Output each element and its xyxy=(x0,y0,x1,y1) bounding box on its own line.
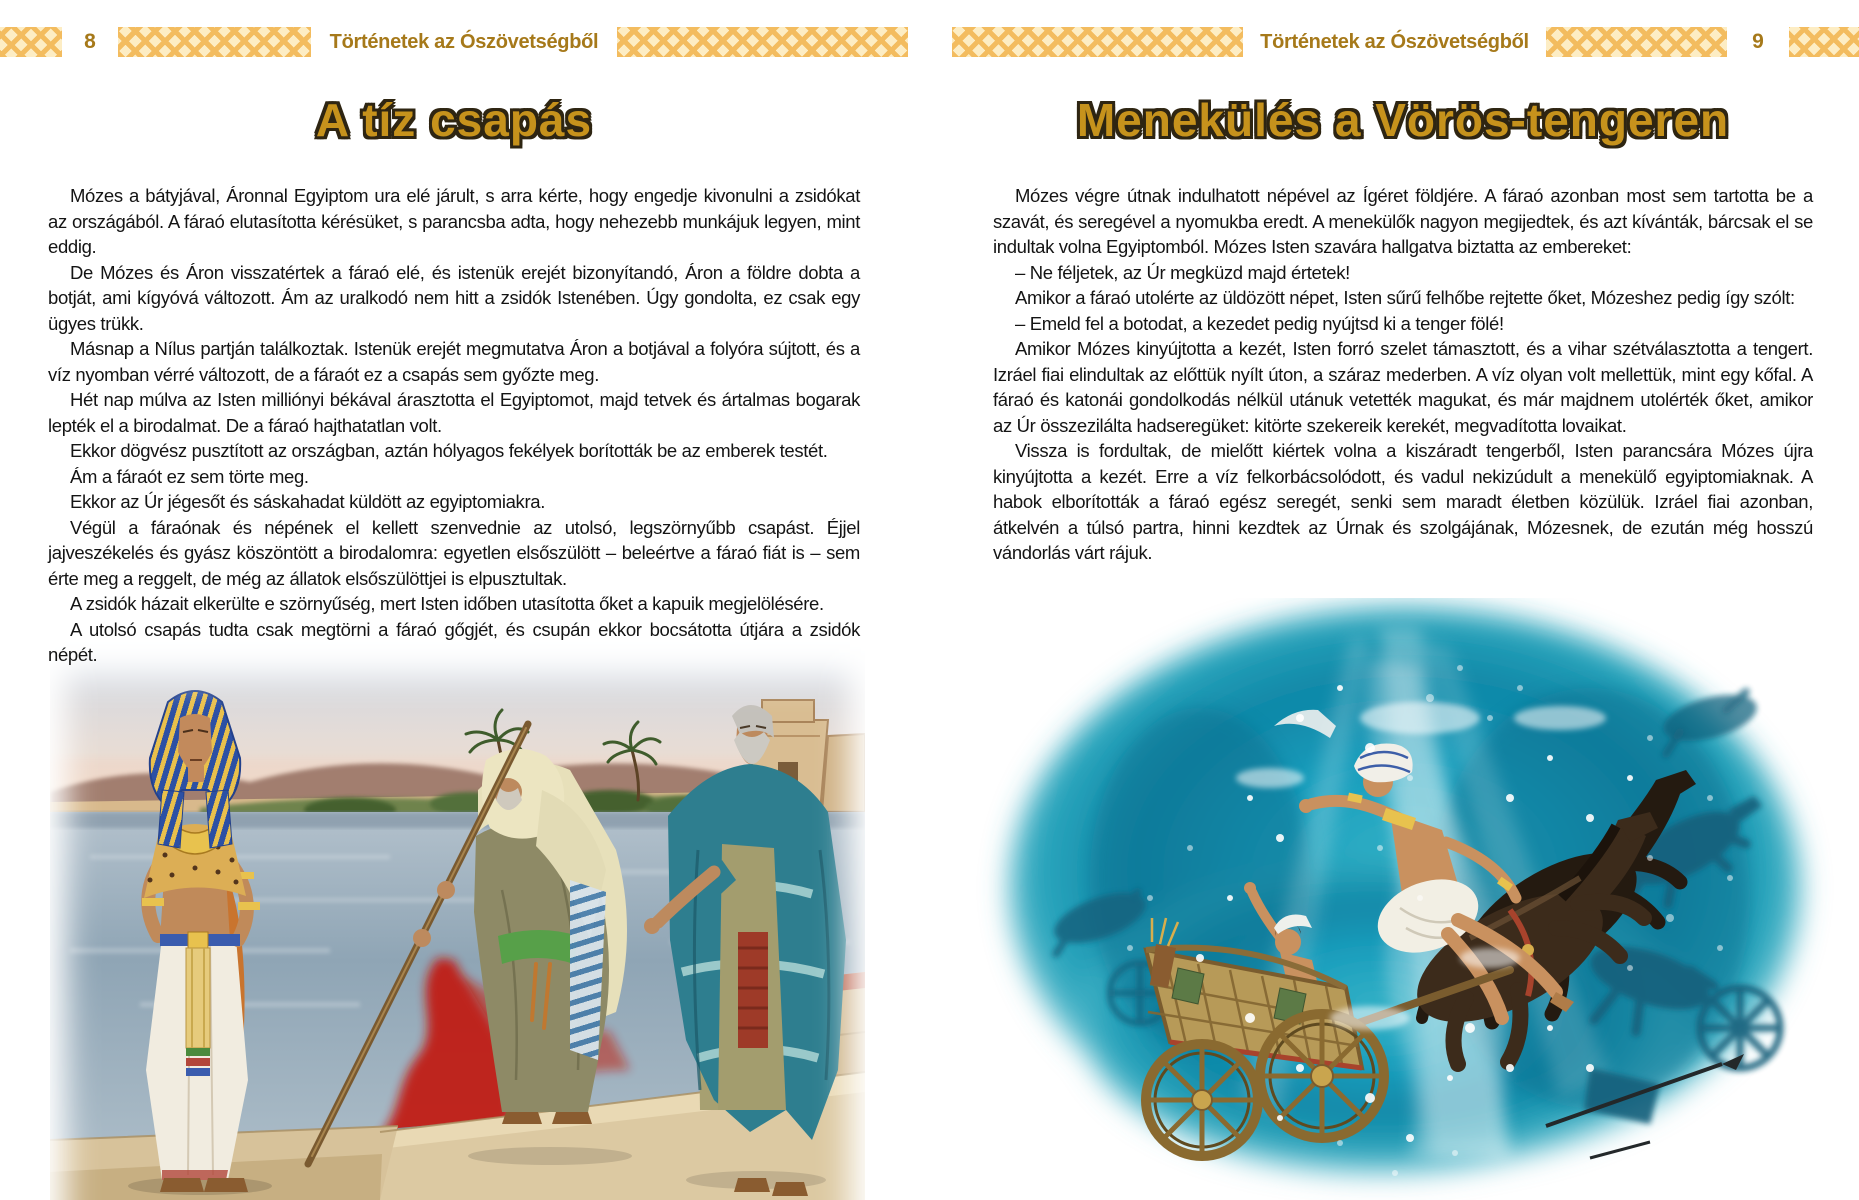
chapter-title-left: A tíz csapás xyxy=(315,94,593,146)
paragraph: – Ne féljetek, az Úr megküzd majd értetek! xyxy=(1015,261,1350,283)
page-number-left: 8 xyxy=(84,30,96,53)
paragraph: Ekkor dögvész pusztított az országban, aztán hólyagos fekélyek borították be az emberek testét. xyxy=(70,440,828,461)
paragraph: – Emeld fel a botodat, a kezedet pedig nyújtsd ki a tenger fölé! xyxy=(1015,312,1504,334)
paragraph: A zsidók házait elkerülte e szörnyűség, mert Isten időben utasította őket a kapuik megjelölésére. xyxy=(70,593,824,614)
header-band-segment xyxy=(1789,27,1859,57)
running-title-right: Történetek az Ószövetségből xyxy=(1260,31,1529,53)
paragraph: A utolsó csapás tudta csak megtörni a fáraó gőgjét, és csupán ekkor bocsátotta útjára a zsidók népét. xyxy=(48,618,860,665)
paragraph: Amikor a fáraó utolérte az üldözött népet, Isten sűrű felhőbe rejtette őket, Mózeshez pedig így szólt: xyxy=(1015,287,1795,308)
paragraph: Vissza is fordultak, de mielőtt kiértek volna a kiszáradt tengerből, Isten parancsára Mózes újra kinyújtotta a kezét. Erre a víz felkorbácsolódott, és vadul nekizúdult a menekülő egyiptomiaknak. A habok elborították a fáraó egész seregét, senki sem maradt életben közülük. Izráel fiai azonban, átkelvén a túlsó partra, hinni kezdtek az Úrnak és szolgájának, Mózesnek, de ezután még hosszú vándorlás várt rájuk. xyxy=(993,440,1813,563)
paragraph: Hét nap múlva az Isten milliónyi békával árasztotta el Egyiptomot, majd tetvek és ártalmas bogarak lepték el a birodalmat. De a fáraó hajthatatlan volt. xyxy=(48,389,860,436)
paragraph: Ám a fáraót ez sem törte meg. xyxy=(70,465,309,487)
paragraph: Amikor Mózes kinyújtotta a kezét, Isten forró szelet támasztott, és a vihar szétválasztotta a tengert. Izráel fiai elindultak az előttük nyílt úton, a száraz mederben. A víz olyan volt mellettük, mint egy kőfal. A fáraó és katonái gondolkodás nélkül utánuk vetették magukat, és már majdnem utolérték őket, amikor az Úr összezilálta hadseregüket: kitörte szekereik kerekét, megvadította lovaikat. xyxy=(993,338,1813,436)
header-band-segment xyxy=(952,27,1243,57)
paragraph: Mózes a bátyjával, Áronnal Egyiptom ura elé járult, s arra kérte, hogy engedje kivonulni a zsidókat az országából. A fáraó elutasította kérésüket, s parancsba adta, hogy nehezebb munkájuk legyen, mint eddig. xyxy=(48,185,860,257)
nile-blood-illustration xyxy=(50,640,865,1200)
running-title-left: Történetek az Ószövetségből xyxy=(329,31,599,53)
header-band-segment xyxy=(0,27,62,57)
chariot-wheel xyxy=(1146,1044,1258,1156)
red-sea-illustration xyxy=(950,598,1840,1200)
page-number-right: 9 xyxy=(1752,30,1764,53)
paragraph: Végül a fáraónak és népének el kellett szenvednie az utolsó, legszörnyűbb csapást. Éjjel jajveszékelés és gyász köszöntött a birodalomra: egyetlen elsőszülött – beleértve a fáraó fiát is – sem érte meg a reggelt, de még az állatok elsőszülöttjei is elpusztultak. xyxy=(48,516,860,589)
header-band-segment xyxy=(118,27,311,57)
paragraph: Mózes végre útnak indulhatott népével az Ígéret földjére. A fáraó azonban most sem tartotta be a szavát, és seregével a nyomukba eredt. A menekülők nagyon megijedtek, és azt kívánták, bárcsak el se indultak volna Egyiptomból. Mózes Isten szavára hallgatva biztatta az embereket: xyxy=(993,185,1813,257)
paragraph: De Mózes és Áron visszatértek a fáraó elé, és istenük erejét bizonyítandó, Áron a földre dobta a botját, ami kígyóvá változott. Ám az uralkodó nem hitt a zsidók Istenében. Úgy gondolta, ez csak egy ügyes trükk. xyxy=(48,261,860,334)
chapter-title-right: Menekülés a Vörös-tengeren xyxy=(1076,94,1730,146)
header-band-segment xyxy=(617,27,908,57)
paragraph: Ekkor az Úr jégesőt és sáskahadat küldött az egyiptomiakra. xyxy=(70,491,545,512)
right-page-text xyxy=(993,183,1813,566)
paragraph: Másnap a Nílus partján találkoztak. Istenük erejét megmutatva Áron a botjával a folyóra sújtott, és a víz nyomban vérré változott, de a fáraót ez a csapás sem győzte meg. xyxy=(48,338,860,385)
header-band-segment xyxy=(1546,27,1727,57)
left-page-text xyxy=(48,183,860,668)
